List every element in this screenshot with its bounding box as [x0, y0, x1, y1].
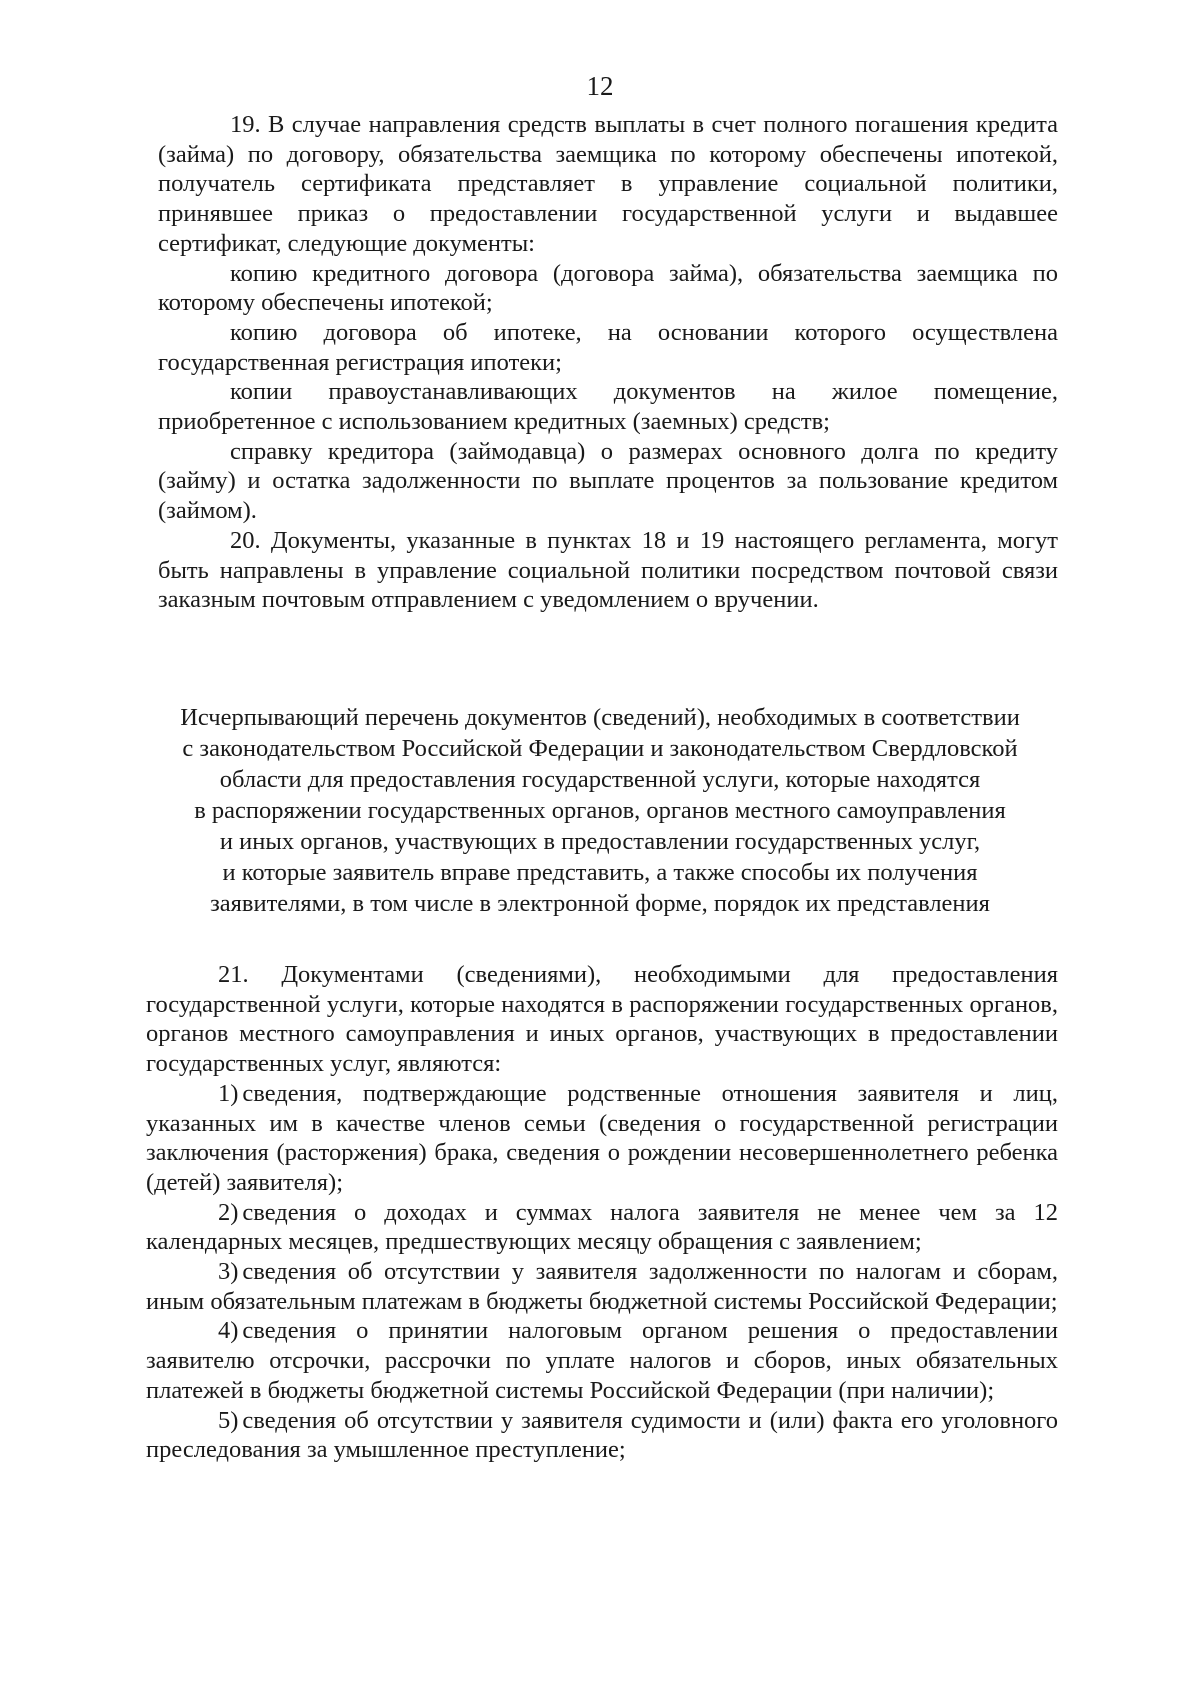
list-item-text: сведения об отсутствии у заявителя задолженности по налогам и сборам, иным обязательным платежам в бюджеты бюджетной системы Российской Федерации;: [146, 1258, 1058, 1315]
paragraph-19-item: копию договора об ипотеке, на основании которого осуществлена государственная регистрация ипотеки;: [158, 318, 1058, 376]
list-item-number: 3): [218, 1258, 239, 1286]
page-number: 12: [586, 71, 614, 101]
list-item-number: 5): [218, 1406, 239, 1434]
paragraph-19-intro: 19. В случае направления средств выплаты в счет полного погашения кредита (займа) по договору, обязательства заемщика по которому обеспечены ипотекой, получатель сертификата представляет в управление социальной политики, принявшее приказ о предоставлении государственной услуги и выдавшее сертификат, следующие документы:: [158, 111, 1058, 257]
paragraph-19-item: копию кредитного договора (договора займа), обязательства заемщика по которому обеспечены ипотекой;: [158, 259, 1058, 317]
list-item-number: 4): [218, 1317, 239, 1345]
heading-line: в распоряжении государственных органов, органов местного самоуправления: [194, 797, 1006, 824]
paragraph-19-item: копии правоустанавливающих документов на жилое помещение, приобретенное с использованием кредитных (заемных) средств;: [158, 378, 1058, 436]
list-item: [146, 1257, 1058, 1316]
list-item-number: 2): [218, 1198, 239, 1226]
heading-line: и которые заявитель вправе представить, а также способы их получения: [222, 859, 978, 886]
list-item-text: сведения, подтверждающие родственные отношения заявителя и лиц, указанных им в качестве членов семьи (сведения о государственной регистрации заключения (расторжения) брака, сведения о рождении несовершеннолетнего ребенка (детей) заявителя);: [146, 1079, 1058, 1196]
list-item-text: сведения о принятии налоговым органом решения о предоставлении заявителю отсрочки, рассрочки по уплате налогов и сборов, иных обязательных платежей в бюджеты бюджетной системы Российской Федерации (при наличии);: [146, 1317, 1058, 1404]
heading-line: с законодательством Российской Федерации и законодательством Свердловской: [182, 735, 1018, 762]
body-section-19-20: [158, 110, 1058, 615]
list-item: [146, 1316, 1058, 1405]
list-item-text: сведения об отсутствии у заявителя судимости и (или) факта его уголовного преследования за умышленное преступление;: [146, 1406, 1058, 1464]
heading-line: Исчерпывающий перечень документов (сведений), необходимых в соответствии: [180, 704, 1020, 731]
list-item: [146, 1079, 1058, 1198]
section-heading: [150, 702, 1050, 919]
heading-line: заявителями, в том числе в электронной форме, порядок их представления: [210, 890, 990, 917]
paragraph-19-item: справку кредитора (займодавца) о размерах основного долга по кредиту (займу) и остатка задолженности по выплате процентов за пользование кредитом (займом).: [158, 437, 1058, 525]
list-item: [146, 1198, 1058, 1257]
heading-line: и иных органов, участвующих в предоставлении государственных услуг,: [219, 828, 981, 855]
body-section-21: [146, 960, 1058, 1465]
list-item-text: сведения о доходах и суммах налога заявителя не менее чем за 12 календарных месяцев, предшествующих месяцу обращения с заявлением;: [146, 1198, 1058, 1256]
heading-line: области для предоставления государственной услуги, которые находятся: [219, 766, 981, 793]
list-item: [146, 1406, 1058, 1465]
paragraph-20: 20. Документы, указанные в пунктах 18 и 19 настоящего регламента, могут быть направлены в управление социальной политики посредством почтовой связи заказным почтовым отправлением с уведомлением о вручении.: [158, 526, 1058, 614]
list-item-number: 1): [218, 1079, 239, 1107]
paragraph-21-intro: 21. Документами (сведениями), необходимыми для предоставления государственной услуги, которые находятся в распоряжении государственных органов, органов местного самоуправления и иных органов, участвующих в предоставлении государственных услуг, являются:: [146, 961, 1058, 1078]
